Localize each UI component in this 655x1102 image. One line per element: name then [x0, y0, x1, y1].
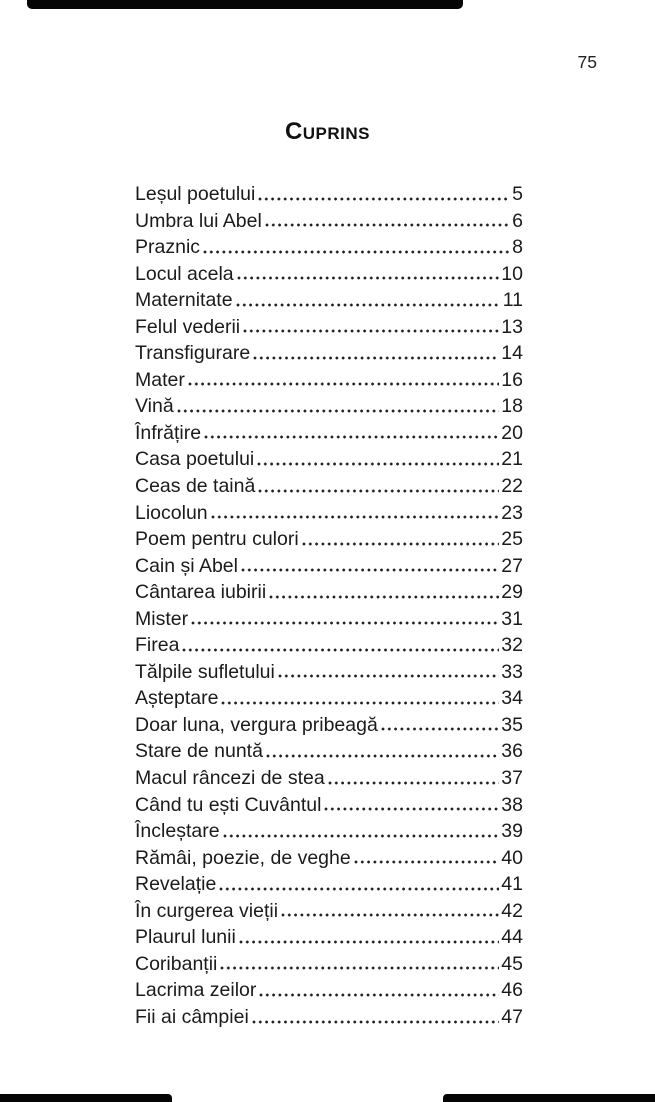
- toc-leader-dots: [177, 409, 500, 413]
- toc-heading: Cuprins: [284, 118, 371, 145]
- toc-entry-title: Locul acela: [135, 262, 234, 285]
- toc-entry-title: Cântarea iubirii: [135, 581, 267, 604]
- toc-leader-dots: [258, 489, 499, 493]
- toc-entry-page: 44: [501, 926, 523, 949]
- toc-entry: [135, 685, 523, 712]
- toc-entry-page: 16: [501, 368, 523, 391]
- toc-entry: [135, 1004, 523, 1031]
- toc-entry-title: Felul vederii: [135, 315, 241, 338]
- toc-entry-page: 47: [501, 1005, 523, 1028]
- toc-leader-dots: [257, 462, 499, 466]
- toc-entry-title: Leșul poetului: [135, 183, 256, 205]
- toc-entry: [135, 898, 523, 925]
- toc-entry: [135, 606, 523, 633]
- toc-entry: [135, 181, 523, 208]
- toc-leader-dots: [239, 940, 499, 944]
- toc-leader-dots: [253, 356, 499, 360]
- toc-entry: [135, 553, 523, 580]
- toc-entry-title: Coribanții: [135, 952, 218, 975]
- toc-entry-page: 13: [501, 315, 523, 338]
- toc-entry: [135, 738, 523, 765]
- toc-entry: [135, 712, 523, 739]
- toc-entry-title: Când tu ești Cuvântul: [135, 793, 322, 816]
- toc-entry: [135, 446, 523, 473]
- toc-entry-title: Liocolun: [135, 501, 208, 524]
- toc-entry-title: Lacrima zeilor: [135, 979, 257, 1002]
- toc-entry: [135, 393, 523, 420]
- toc-entry: [135, 340, 523, 367]
- toc-entry-title: În curgerea vieții: [135, 899, 279, 922]
- toc-entry: [135, 977, 523, 1004]
- toc-entry-page: 41: [501, 873, 523, 896]
- toc-leader-dots: [278, 674, 499, 678]
- toc-entry-title: Poem pentru culori: [135, 528, 299, 551]
- toc-entry-title: Încleștare: [135, 820, 220, 843]
- toc-entry: [135, 951, 523, 978]
- toc-entry-title: Mister: [135, 607, 189, 630]
- toc-entry-page: 33: [501, 660, 523, 683]
- toc-leader-dots: [269, 595, 499, 599]
- toc-entry-page: 35: [501, 713, 523, 736]
- toc-entry: [135, 765, 523, 792]
- toc-entry: [135, 261, 523, 288]
- toc-leader-dots: [252, 1020, 500, 1024]
- toc-entry-title: Umbra lui Abel: [135, 209, 262, 232]
- toc-entry: [135, 314, 523, 341]
- toc-entry: [135, 792, 523, 819]
- toc-entry-title: Înfrățire: [135, 421, 202, 444]
- toc-entry-title: Transfigurare: [135, 342, 251, 365]
- toc-entry-title: Ceas de taină: [135, 475, 256, 498]
- toc-entry-page: 23: [501, 501, 523, 524]
- toc-leader-dots: [236, 303, 501, 307]
- toc-entry-page: 29: [501, 581, 523, 604]
- page-number: 75: [577, 52, 597, 72]
- toc-entry: [135, 500, 523, 527]
- toc-list: [135, 181, 523, 1031]
- toc-entry-title: Maternitate: [135, 289, 233, 312]
- toc-entry-title: Rămâi, poezie, de veghe: [135, 846, 351, 869]
- toc-leader-dots: [328, 781, 500, 785]
- toc-entry-title: Tălpile sufletului: [135, 660, 275, 683]
- toc-entry-title: Praznic: [135, 236, 201, 259]
- toc-entry-title: Doar luna, vergura pribeagă: [135, 713, 378, 736]
- toc-entry: [135, 208, 523, 235]
- toc-leader-dots: [188, 382, 499, 386]
- toc-entry-page: 27: [501, 554, 523, 577]
- toc-leader-dots: [266, 754, 499, 758]
- toc-leader-dots: [243, 329, 499, 333]
- toc-entry: [135, 420, 523, 447]
- toc-leader-dots: [302, 542, 500, 546]
- toc-entry-page: 36: [501, 740, 523, 763]
- toc-entry-title: Revelație: [135, 873, 217, 896]
- toc-entry: [135, 845, 523, 872]
- toc-entry-title: Vină: [135, 395, 174, 418]
- toc-leader-dots: [281, 913, 499, 917]
- toc-entry-page: 31: [501, 607, 523, 630]
- scan-artifact-bottom-left: [0, 1094, 172, 1102]
- toc-entry: [135, 367, 523, 394]
- toc-leader-dots: [219, 887, 499, 891]
- toc-entry: [135, 659, 523, 686]
- toc-entry: [135, 632, 523, 659]
- toc-entry: [135, 871, 523, 898]
- scan-artifact-bottom-right: [443, 1094, 655, 1102]
- toc-entry-page: 39: [501, 820, 523, 843]
- toc-entry-page: 40: [501, 846, 523, 869]
- toc-entry-title: Firea: [135, 634, 180, 657]
- toc-entry-page: 37: [501, 767, 523, 790]
- scan-artifact-top: [27, 0, 463, 9]
- toc-leader-dots: [221, 701, 499, 705]
- toc-entry-page: 20: [501, 421, 523, 444]
- toc-leader-dots: [258, 197, 510, 201]
- toc-entry: [135, 473, 523, 500]
- toc-entry-title: Stare de nuntă: [135, 740, 263, 763]
- toc-leader-dots: [241, 568, 499, 572]
- toc-entry-title: Așteptare: [135, 687, 219, 710]
- toc-leader-dots: [324, 807, 499, 811]
- toc-entry-page: 21: [501, 448, 523, 471]
- toc-leader-dots: [211, 515, 500, 519]
- toc-leader-dots: [259, 993, 499, 997]
- toc-leader-dots: [204, 435, 499, 439]
- toc-entry-page: 45: [501, 952, 523, 975]
- toc-leader-dots: [182, 648, 499, 652]
- toc-leader-dots: [223, 834, 500, 838]
- toc-entry-title: Macul râncezi de stea: [135, 767, 325, 790]
- toc-entry-page: 42: [501, 899, 523, 922]
- toc-entry: [135, 924, 523, 951]
- toc-leader-dots: [265, 223, 510, 227]
- toc-entry-title: Casa poetului: [135, 448, 255, 471]
- toc-entry-page: 25: [501, 528, 523, 551]
- toc-entry-page: 14: [501, 342, 523, 365]
- toc-entry-page: 18: [501, 395, 523, 418]
- toc-leader-dots: [220, 966, 499, 970]
- toc-leader-dots: [354, 860, 500, 864]
- toc-entry-page: 22: [501, 475, 523, 498]
- toc-entry: [135, 234, 523, 261]
- toc-entry-page: 6: [512, 209, 523, 232]
- toc-entry-page: 34: [501, 687, 523, 710]
- toc-entry-title: Plaurul lunii: [135, 926, 236, 949]
- toc-entry-page: 5: [512, 183, 523, 205]
- toc-leader-dots: [237, 276, 500, 280]
- toc-leader-dots: [381, 727, 499, 731]
- toc-entry-page: 11: [502, 289, 523, 312]
- toc-entry: [135, 526, 523, 553]
- toc-entry-page: 8: [512, 236, 523, 259]
- toc-leader-dots: [191, 621, 499, 625]
- toc-entry: [135, 287, 523, 314]
- toc-entry-title: Mater: [135, 368, 185, 391]
- toc-entry-page: 32: [501, 634, 523, 657]
- toc-entry-page: 46: [501, 979, 523, 1002]
- toc-entry: [135, 818, 523, 845]
- toc-entry-title: Fii ai câmpiei: [135, 1005, 249, 1028]
- toc-leader-dots: [203, 250, 510, 254]
- toc-entry: [135, 579, 523, 606]
- toc-entry-page: 10: [501, 262, 523, 285]
- toc-entry-title: Cain și Abel: [135, 554, 238, 577]
- toc-entry-page: 38: [501, 793, 523, 816]
